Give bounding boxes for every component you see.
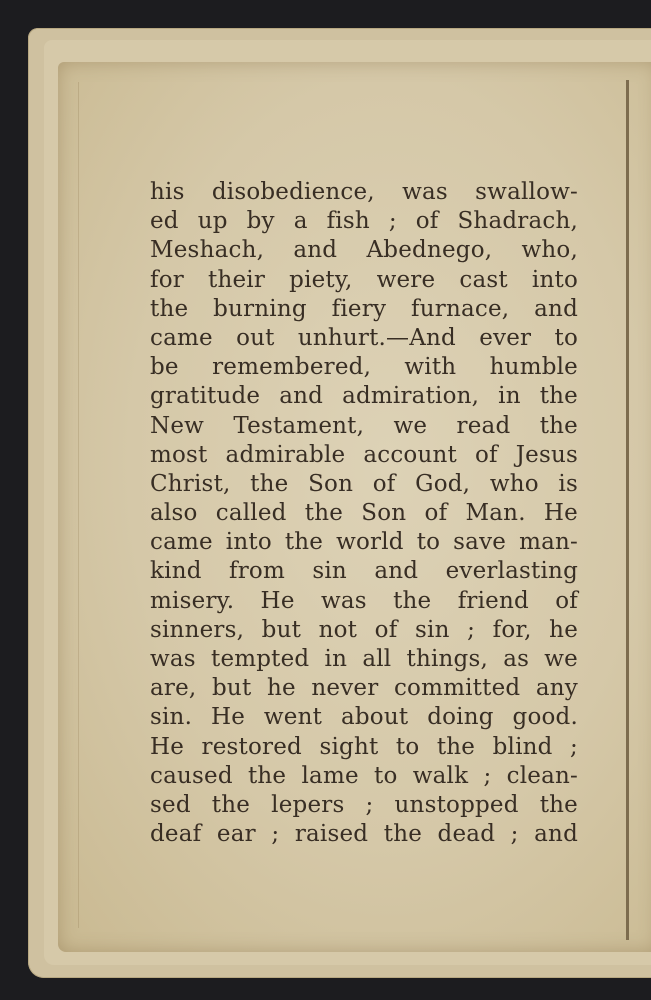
text-line: misery. He was the friend of [150,587,578,614]
text-line: came out unhurt.—And ever to [150,324,578,351]
text-line: most admirable account of Jesus [150,441,578,468]
text-line: sinners, but not of sin ; for, he [150,616,578,643]
text-line: ed up by a fish ; of Shadrach, [150,208,578,235]
page-text-block [150,178,578,849]
text-line: He restored sight to the blind ; [150,733,578,760]
text-line: was tempted in all things, as we [150,646,578,672]
book-spine [626,80,629,940]
text-line: the burning fiery furnace, and [150,295,578,322]
text-line: deaf ear ; raised the dead ; and [150,821,578,848]
text-line: gratitude and admiration, in the [150,383,578,410]
text-line: sed the lepers ; unstopped the [150,791,578,818]
text-line: Christ, the Son of God, who is [150,470,578,497]
text-line: came into the world to save man- [150,529,578,556]
text-line: be remembered, with humble [150,354,578,381]
text-line: New Testament, we read the [150,412,578,439]
text-line: also called the Son of Man. He [150,500,578,527]
text-line: kind from sin and everlasting [150,558,578,585]
text-line: his disobedience, was swallow- [150,179,578,205]
text-line: are, but he never committed any [150,675,578,702]
text-line: sin. He went about doing good. [150,704,578,731]
text-line: Meshach, and Abednego, who, [150,237,578,264]
text-line: for their piety, were cast into [150,266,578,293]
text-line: caused the lame to walk ; clean- [150,762,578,789]
